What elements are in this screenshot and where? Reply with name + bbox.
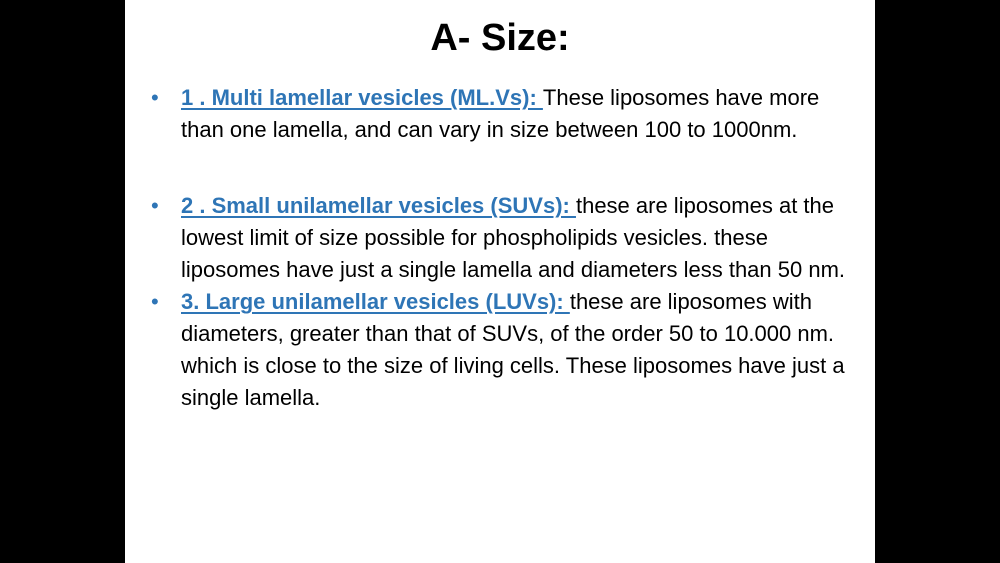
bullet-dot-icon: •: [151, 85, 159, 110]
bullet-term: 3. Large unilamellar vesicles (LUVs):: [181, 289, 570, 314]
bullet-text: these are liposomes at the lowest limit of size possible for phospholipids vesicles. these liposomes have just a single lamella and diameters less than 50 nm.: [181, 193, 846, 282]
bullet-dot-icon: •: [151, 289, 159, 314]
bullet-term: 2 . Small unilamellar vesicles (SUVs):: [181, 193, 576, 218]
slide-title: A- Size:: [430, 17, 570, 59]
bullet-text: These liposomes have more than one lamella, and can vary in size between 100 to 1000nm.: [181, 85, 820, 142]
bullet-dot-icon: •: [151, 193, 159, 218]
bullet-item-mlv: [149, 82, 849, 146]
bullet-text: these are liposomes with diameters, greater than that of SUVs, of the order 50 to 10.000 nm. which is close to the size of living cells. These liposomes have just a single lamella.: [181, 289, 845, 410]
bullet-item-luv: [149, 286, 849, 414]
bullet-list: [149, 82, 849, 414]
bullet-term: 1 . Multi lamellar vesicles (ML.Vs):: [181, 85, 543, 110]
bullet-item-suv: [149, 190, 849, 286]
slide: [125, 0, 875, 563]
